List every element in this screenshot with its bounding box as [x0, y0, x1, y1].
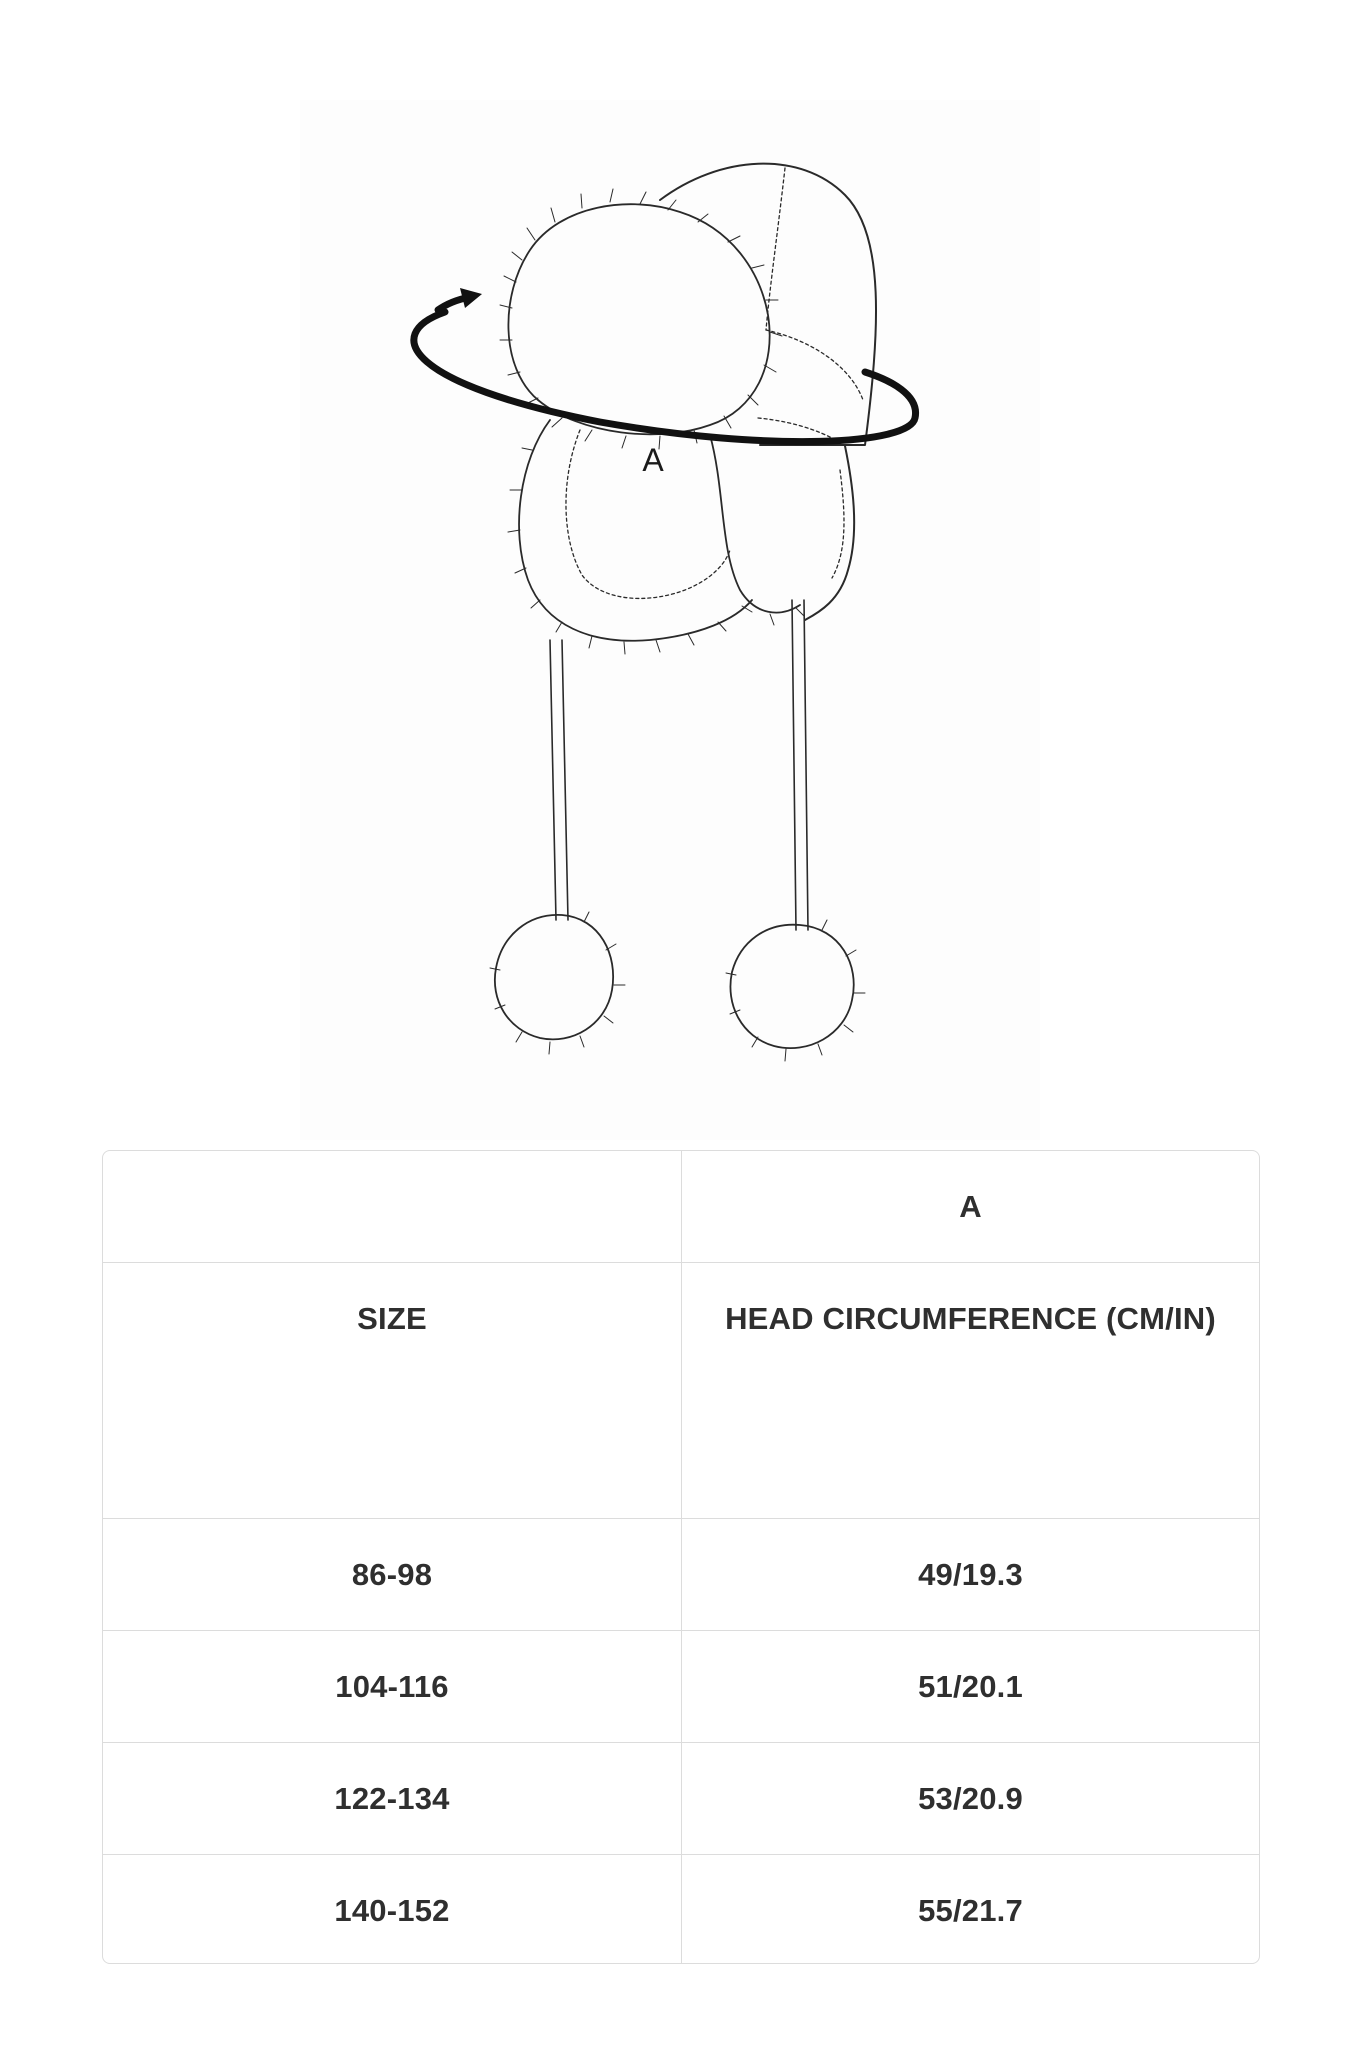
measure-label-a: A: [642, 442, 664, 478]
size-cell: 122-134: [334, 1781, 450, 1816]
measurement-arrow-icon: [414, 288, 916, 442]
size-cell: 140-152: [334, 1893, 450, 1928]
table-row: [103, 1519, 1259, 1631]
right-earflap: [710, 435, 800, 613]
circumference-cell: 51/20.1: [681, 1631, 1259, 1742]
back-flap-inner: [832, 470, 844, 578]
head-circumference-header: HEAD CIRCUMFERENCE (CM/IN): [681, 1263, 1259, 1518]
circumference-cell: 53/20.9: [681, 1743, 1259, 1854]
measure-column-label: A: [681, 1151, 1259, 1262]
hat-crown: [660, 164, 876, 445]
right-pompom: [730, 925, 853, 1048]
left-pompom: [495, 915, 613, 1040]
size-chart-table: [102, 1150, 1260, 1964]
crown-seam-2: [766, 330, 863, 400]
circumference-cell: 49/19.3: [681, 1519, 1259, 1630]
trapper-hat-icon: [300, 100, 1040, 1140]
table-header-row: [103, 1263, 1259, 1519]
crown-seam: [766, 168, 785, 330]
size-cell: 86-98: [351, 1557, 433, 1592]
circumference-cell: 55/21.7: [681, 1855, 1259, 1964]
size-header: SIZE: [357, 1301, 427, 1336]
right-tie: [792, 600, 808, 930]
table-row: [103, 1743, 1259, 1855]
fur-brim: [508, 204, 769, 434]
table-row: [103, 1855, 1259, 1964]
back-flap: [805, 446, 854, 620]
table-row: [103, 1631, 1259, 1743]
left-tie: [550, 640, 568, 920]
table-cell-empty: [103, 1151, 681, 1262]
hat-illustration: [300, 100, 1040, 1140]
table-top-row: [103, 1151, 1259, 1263]
size-cell: 104-116: [335, 1669, 449, 1704]
